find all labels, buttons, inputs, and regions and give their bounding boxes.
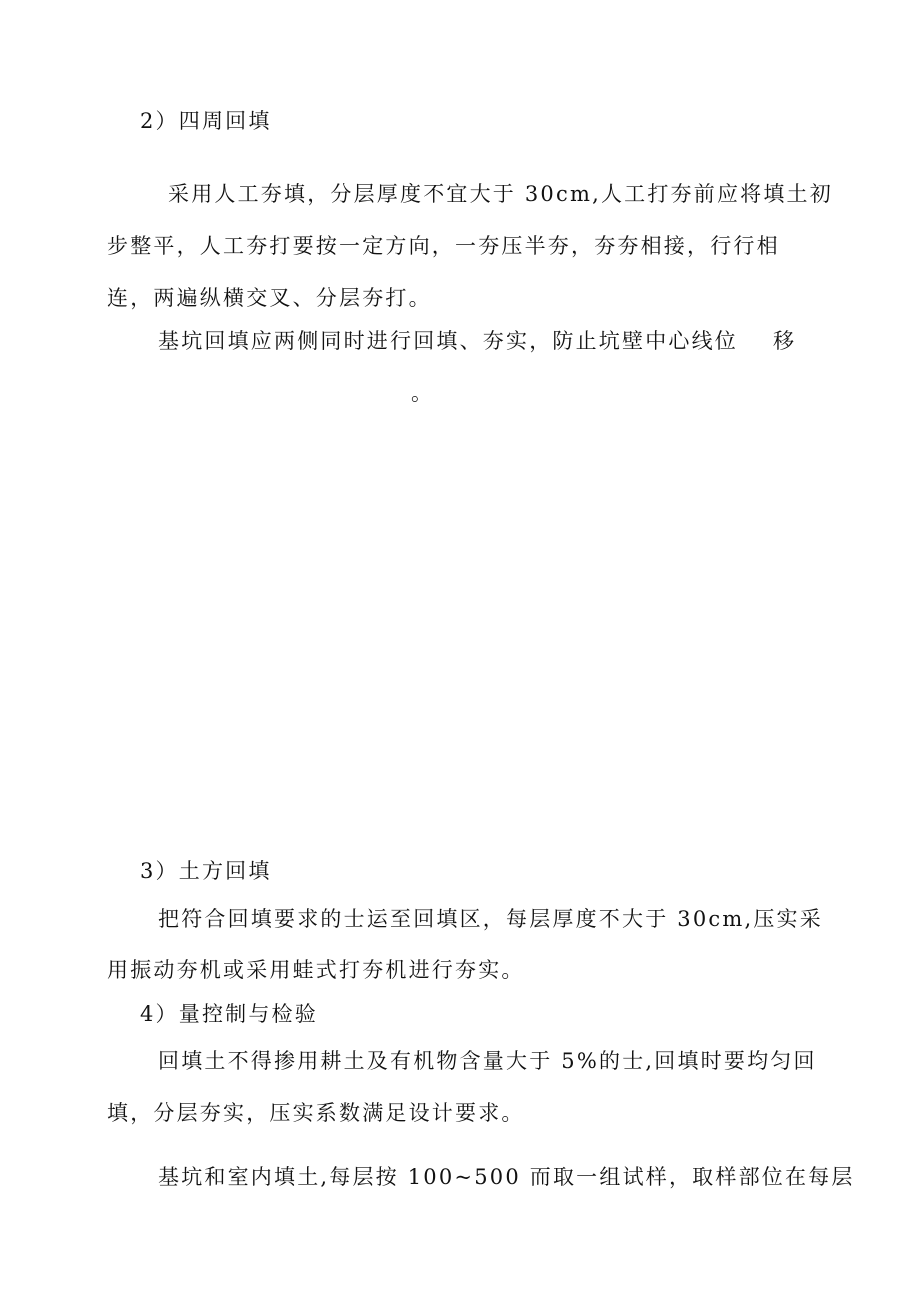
- paragraph-line: 采用人工夯填，分层厚度不宜大于 30cm,人工打夯前应将填土初: [168, 182, 833, 206]
- paragraph-line: 填，分层夯实，压实系数满足设计要求。: [107, 1101, 525, 1125]
- paragraph-line-tail: 移: [773, 329, 797, 353]
- paragraph-line: 连，两遍纵横交叉、分层夯打。: [107, 286, 432, 310]
- paragraph-line: 步整平，人工夯打要按一定方向，一夯压半夯，夯夯相接，行行相: [107, 234, 780, 258]
- section-heading-3: 3）土方回填: [140, 859, 272, 883]
- paragraph-line: 把符合回填要求的士运至回填区，每层厚度不大于 30cm,压实采: [158, 907, 823, 931]
- paragraph-line: 用振动夯机或采用蛙式打夯机进行夯实。: [107, 958, 525, 982]
- paragraph-line: 基坑回填应两侧同时进行回填、夯实，防止坑壁中心线位: [158, 329, 738, 353]
- paragraph-line-period: 。: [411, 381, 435, 405]
- paragraph-line: 回填土不得掺用耕土及有机物含量大于 5%的士,回填时要均匀回: [158, 1049, 817, 1073]
- paragraph-line: 基坑和室内填土,每层按 100~500 而取一组试样，取样部位在每层: [158, 1165, 855, 1189]
- section-heading-2: 2）四周回填: [140, 109, 272, 133]
- section-heading-4: 4）量控制与检验: [140, 1002, 318, 1026]
